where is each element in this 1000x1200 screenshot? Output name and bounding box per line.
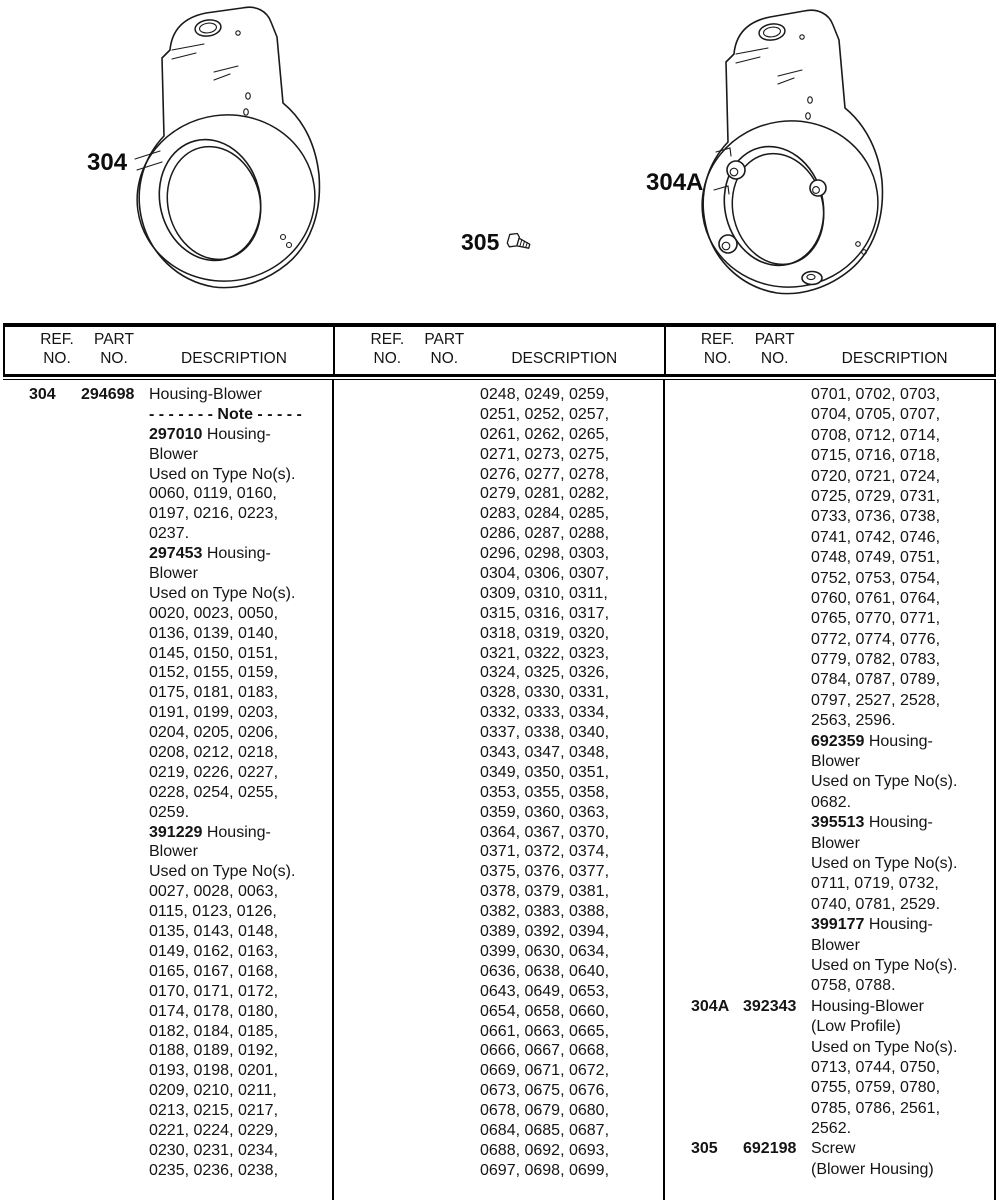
table-row	[334, 525, 663, 545]
table-row	[665, 692, 994, 712]
table-row	[665, 651, 994, 671]
table-row	[665, 671, 994, 691]
table-row	[334, 645, 663, 665]
description-cell: 0145, 0150, 0151,	[149, 644, 279, 662]
description-cell: 2563, 2596.	[811, 712, 896, 730]
table-header-cell	[333, 327, 663, 374]
description-cell: 0785, 0786, 2561,	[811, 1099, 941, 1117]
table-row	[334, 724, 663, 744]
description-cell: 0359, 0360, 0363,	[480, 803, 610, 821]
description-cell: 0688, 0692, 0693,	[480, 1141, 610, 1159]
table-row	[3, 625, 332, 645]
description-cell: 0740, 0781, 2529.	[811, 895, 941, 913]
ref-no-header: REF. NO.	[40, 331, 74, 367]
ref-no-header: REF. NO.	[370, 331, 405, 367]
table-row	[334, 863, 663, 883]
description-cell: 0204, 0205, 0206,	[149, 724, 279, 742]
table-row	[334, 1082, 663, 1102]
description-cell: 0165, 0167, 0168,	[149, 962, 279, 980]
description-cell: 0758, 0788.	[811, 977, 896, 995]
table-row	[665, 916, 994, 936]
figure-label-304: 304	[87, 149, 128, 176]
table-row	[665, 570, 994, 590]
description-cell: 0748, 0749, 0751,	[811, 549, 941, 567]
table-body	[3, 380, 996, 1200]
description-cell: Used on Type No(s).	[149, 863, 296, 881]
table-row	[334, 426, 663, 446]
description-cell: 0170, 0171, 0172,	[149, 982, 279, 1000]
description-cell: 0271, 0273, 0275,	[480, 445, 610, 463]
description-cell: 0643, 0649, 0653,	[480, 982, 610, 1000]
table-row	[665, 529, 994, 549]
table-row	[3, 605, 332, 625]
ref-no-cell: 304	[29, 386, 56, 403]
description-cell: 0209, 0210, 0211,	[149, 1082, 277, 1100]
description-cell: 0219, 0226, 0227,	[149, 763, 279, 781]
table-column-1	[3, 380, 332, 1200]
description-cell: Used on Type No(s).	[811, 1038, 958, 1056]
table-row	[3, 545, 332, 565]
table-row	[334, 883, 663, 903]
description-cell: 0027, 0028, 0063,	[149, 883, 279, 901]
description-cell: 0332, 0333, 0334,	[480, 704, 610, 722]
table-row	[334, 903, 663, 923]
description-cell: 0375, 0376, 0377,	[480, 863, 610, 881]
table-row	[665, 610, 994, 630]
table-row	[665, 937, 994, 957]
table-row	[334, 664, 663, 684]
table-row	[334, 804, 663, 824]
description-cell: 0797, 2527, 2528,	[811, 691, 941, 709]
description-cell: 0279, 0281, 0282,	[480, 485, 610, 503]
description-cell: 0765, 0770, 0771,	[811, 610, 941, 628]
description-cell: Housing-Blower	[149, 386, 262, 403]
description-cell: 0193, 0198, 0201,	[149, 1062, 279, 1080]
description-cell: 0261, 0262, 0265,	[480, 425, 610, 443]
table-row	[3, 1142, 332, 1162]
description-cell: 0678, 0679, 0680,	[480, 1102, 610, 1120]
description-cell: 0779, 0782, 0783,	[811, 651, 941, 669]
description-cell: 0684, 0685, 0687,	[480, 1121, 610, 1139]
table-row	[334, 744, 663, 764]
table-row	[334, 963, 663, 983]
description-cell: 0237.	[149, 525, 190, 543]
table-row	[3, 446, 332, 466]
description-cell: 0248, 0249, 0259,	[480, 386, 610, 403]
table-row	[334, 983, 663, 1003]
description-cell: Used on Type No(s).	[811, 956, 958, 974]
description-cell: Blower	[811, 936, 860, 954]
table-row	[3, 466, 332, 486]
table-row	[665, 631, 994, 651]
description-cell: - - - - - - - Note - - - - -	[149, 405, 302, 423]
description-cell: Housing-Blower	[811, 997, 924, 1015]
table-row	[3, 386, 332, 406]
table-row	[3, 744, 332, 764]
table-row	[334, 545, 663, 565]
table-row	[334, 1102, 663, 1122]
table-row	[334, 625, 663, 645]
description-cell: 0654, 0658, 0660,	[480, 1002, 610, 1020]
description-header: DESCRIPTION	[181, 350, 287, 367]
table-row	[334, 485, 663, 505]
table-row	[665, 447, 994, 467]
description-cell: 0259.	[149, 803, 190, 821]
description-cell: 0349, 0350, 0351,	[480, 763, 610, 781]
description-cell: 2562.	[811, 1120, 852, 1138]
description-cell: 0399, 0630, 0634,	[480, 942, 610, 960]
table-row	[665, 406, 994, 426]
description-cell: 0389, 0392, 0394,	[480, 923, 610, 941]
description-cell: 0309, 0310, 0311,	[480, 584, 608, 602]
table-row	[334, 466, 663, 486]
table-row	[334, 565, 663, 585]
description-cell: Used on Type No(s).	[149, 465, 296, 483]
table-row	[3, 1023, 332, 1043]
blower-housing-304a-drawing	[692, 8, 902, 308]
table-row	[3, 485, 332, 505]
table-row	[334, 585, 663, 605]
table-row	[3, 764, 332, 784]
table-row	[3, 1162, 332, 1182]
table-row	[334, 505, 663, 525]
part-no-cell: 294698	[81, 386, 135, 403]
table-row	[3, 704, 332, 724]
table-row	[334, 824, 663, 844]
description-cell: 0636, 0638, 0640,	[480, 962, 610, 980]
description-cell: 0318, 0319, 0320,	[480, 624, 610, 642]
table-row	[334, 1162, 663, 1182]
table-row	[334, 764, 663, 784]
description-cell: 0725, 0729, 0731,	[811, 487, 941, 505]
description-cell: 0715, 0716, 0718,	[811, 447, 941, 465]
table-row	[334, 943, 663, 963]
table-row	[665, 1079, 994, 1099]
header-rule-thick	[3, 374, 996, 377]
table-row	[334, 1122, 663, 1142]
part-no-header: PART NO.	[754, 331, 795, 367]
part-no-header: PART NO.	[94, 331, 134, 367]
table-row	[334, 684, 663, 704]
description-cell: 0713, 0744, 0750,	[811, 1058, 941, 1076]
table-row	[665, 549, 994, 569]
table-row	[3, 525, 332, 545]
table-column-2	[332, 380, 663, 1200]
table-row	[3, 883, 332, 903]
figure-label-304a: 304A	[646, 169, 704, 196]
parts-table	[3, 323, 996, 1200]
description-cell: 0152, 0155, 0159,	[149, 664, 279, 682]
table-row	[3, 843, 332, 863]
table-row	[3, 824, 332, 844]
description-cell: 0755, 0759, 0780,	[811, 1079, 941, 1097]
table-row	[3, 963, 332, 983]
ref-no-cell: 305	[691, 1140, 718, 1158]
description-cell: 0315, 0316, 0317,	[480, 604, 610, 622]
table-row	[665, 1059, 994, 1079]
table-row	[665, 875, 994, 895]
table-row	[665, 977, 994, 997]
description-cell: 0371, 0372, 0374,	[480, 843, 610, 861]
description-cell: 0221, 0224, 0229,	[149, 1121, 279, 1139]
table-header-cell	[5, 327, 333, 374]
table-row	[665, 835, 994, 855]
table-row	[3, 1042, 332, 1062]
table-row	[665, 590, 994, 610]
description-cell: 0149, 0162, 0163,	[149, 942, 279, 960]
table-row	[3, 1122, 332, 1142]
part-no-header: PART NO.	[424, 331, 465, 367]
table-row	[665, 386, 994, 406]
table-row	[665, 1140, 994, 1160]
table-row	[665, 1018, 994, 1038]
table-row	[3, 406, 332, 426]
description-cell: 0304, 0306, 0307,	[480, 565, 610, 583]
description-cell: 297010 Housing-	[149, 425, 271, 443]
table-row	[3, 784, 332, 804]
table-row	[334, 1003, 663, 1023]
ref-no-header: REF. NO.	[700, 331, 735, 367]
description-cell: 0661, 0663, 0665,	[480, 1022, 610, 1040]
description-cell: Screw	[811, 1140, 856, 1158]
description-cell: 0020, 0023, 0050,	[149, 604, 279, 622]
table-row	[3, 903, 332, 923]
description-cell: 0136, 0139, 0140,	[149, 624, 279, 642]
description-cell: 0378, 0379, 0381,	[480, 883, 610, 901]
description-cell: 0174, 0178, 0180,	[149, 1002, 279, 1020]
table-column-3	[663, 380, 994, 1200]
part-no-cell: 392343	[743, 997, 797, 1015]
description-cell: 0115, 0123, 0126,	[149, 903, 277, 921]
description-cell: 0182, 0184, 0185,	[149, 1022, 279, 1040]
figure-label-305: 305	[461, 229, 500, 255]
table-row	[3, 585, 332, 605]
description-cell: 0188, 0189, 0192,	[149, 1042, 279, 1060]
description-header: DESCRIPTION	[841, 350, 948, 367]
table-row	[3, 426, 332, 446]
description-cell: 0353, 0355, 0358,	[480, 783, 610, 801]
description-cell: Used on Type No(s).	[811, 854, 958, 872]
description-cell: 0682.	[811, 793, 852, 811]
table-row	[665, 957, 994, 977]
description-cell: 0208, 0212, 0218,	[149, 744, 279, 762]
description-cell: 0060, 0119, 0160,	[149, 485, 277, 503]
table-row	[3, 1003, 332, 1023]
description-cell: 391229 Housing-	[149, 823, 271, 841]
description-cell: 0752, 0753, 0754,	[811, 569, 941, 587]
description-cell: 0704, 0705, 0707,	[811, 406, 941, 424]
description-cell: 0197, 0216, 0223,	[149, 505, 279, 523]
description-cell: 0711, 0719, 0732,	[811, 875, 939, 893]
description-cell: 692359 Housing-	[811, 732, 933, 750]
table-row	[3, 505, 332, 525]
description-cell: 0673, 0675, 0676,	[480, 1082, 610, 1100]
description-cell: 0296, 0298, 0303,	[480, 545, 610, 563]
description-cell: 0213, 0215, 0217,	[149, 1102, 279, 1120]
table-row	[334, 1142, 663, 1162]
description-cell: 0135, 0143, 0148,	[149, 923, 279, 941]
description-cell: 0720, 0721, 0724,	[811, 467, 941, 485]
description-cell: 0235, 0236, 0238,	[149, 1161, 279, 1179]
table-header-cell	[664, 327, 994, 374]
description-cell: 0701, 0702, 0703,	[811, 386, 941, 403]
table-row	[334, 605, 663, 625]
table-row	[665, 794, 994, 814]
description-cell: 0324, 0325, 0326,	[480, 664, 610, 682]
table-row	[3, 923, 332, 943]
description-cell: 0760, 0761, 0764,	[811, 589, 941, 607]
description-cell: 399177 Housing-	[811, 916, 933, 934]
table-row	[3, 1062, 332, 1082]
table-row	[334, 386, 663, 406]
description-cell: 0228, 0254, 0255,	[149, 783, 279, 801]
description-cell: 0666, 0667, 0668,	[480, 1042, 610, 1060]
description-cell: 0708, 0712, 0714,	[811, 426, 941, 444]
table-row	[665, 1161, 994, 1181]
table-row	[334, 1023, 663, 1043]
table-row	[665, 488, 994, 508]
description-cell: 0343, 0347, 0348,	[480, 744, 610, 762]
description-cell: 0175, 0181, 0183,	[149, 684, 279, 702]
table-row	[334, 446, 663, 466]
description-cell: 0784, 0787, 0789,	[811, 671, 941, 689]
table-row	[3, 804, 332, 824]
table-row	[665, 427, 994, 447]
description-cell: 0669, 0671, 0672,	[480, 1062, 610, 1080]
table-row	[665, 508, 994, 528]
table-header-row	[3, 323, 996, 374]
description-cell: 0733, 0736, 0738,	[811, 508, 941, 526]
description-cell: (Blower Housing)	[811, 1160, 934, 1178]
description-cell: Used on Type No(s).	[149, 584, 296, 602]
table-row	[665, 773, 994, 793]
table-row	[3, 1082, 332, 1102]
table-row	[665, 896, 994, 916]
table-row	[3, 645, 332, 665]
screw-305-drawing	[505, 228, 537, 260]
description-cell: 0230, 0231, 0234,	[149, 1141, 279, 1159]
description-cell: 0251, 0252, 0257,	[480, 405, 610, 423]
description-cell: 0337, 0338, 0340,	[480, 724, 610, 742]
description-cell: 0364, 0367, 0370,	[480, 823, 610, 841]
table-row	[665, 855, 994, 875]
table-row	[334, 704, 663, 724]
table-row	[334, 923, 663, 943]
description-cell: 0741, 0742, 0746,	[811, 528, 941, 546]
description-cell: 297453 Housing-	[149, 545, 271, 563]
description-cell: 0772, 0774, 0776,	[811, 630, 941, 648]
table-row	[334, 406, 663, 426]
table-row	[334, 784, 663, 804]
description-header: DESCRIPTION	[511, 350, 618, 367]
description-cell: 0286, 0287, 0288,	[480, 525, 610, 543]
table-row	[3, 664, 332, 684]
description-cell: 0697, 0698, 0699,	[480, 1161, 610, 1179]
table-row	[3, 943, 332, 963]
table-row	[665, 1100, 994, 1120]
table-row	[665, 998, 994, 1018]
table-row	[665, 753, 994, 773]
table-row	[3, 863, 332, 883]
description-cell: 0382, 0383, 0388,	[480, 903, 610, 921]
table-row	[3, 684, 332, 704]
table-row	[665, 468, 994, 488]
table-row	[334, 843, 663, 863]
description-cell: Blower	[811, 834, 860, 852]
description-cell: Blower	[811, 753, 860, 771]
description-cell: (Low Profile)	[811, 1018, 901, 1036]
table-row	[334, 1042, 663, 1062]
table-row	[665, 1120, 994, 1140]
description-cell: 395513 Housing-	[811, 814, 933, 832]
description-cell: 0276, 0277, 0278,	[480, 465, 610, 483]
table-row	[334, 1062, 663, 1082]
description-cell: 0191, 0199, 0203,	[149, 704, 279, 722]
description-cell: Used on Type No(s).	[811, 773, 958, 791]
table-row	[665, 1039, 994, 1059]
description-cell: Blower	[149, 843, 198, 861]
description-cell: 0283, 0284, 0285,	[480, 505, 610, 523]
part-no-cell: 692198	[743, 1140, 797, 1158]
description-cell: Blower	[149, 445, 198, 463]
ref-no-cell: 304A	[691, 997, 730, 1015]
table-row	[3, 724, 332, 744]
blower-housing-304-drawing	[126, 6, 326, 298]
description-cell: 0321, 0322, 0323,	[480, 644, 610, 662]
table-row	[665, 733, 994, 753]
table-row	[3, 1102, 332, 1122]
description-cell: 0328, 0330, 0331,	[480, 684, 610, 702]
table-row	[3, 983, 332, 1003]
table-row	[3, 565, 332, 585]
description-cell: Blower	[149, 565, 198, 583]
table-row	[665, 814, 994, 834]
table-row	[665, 712, 994, 732]
